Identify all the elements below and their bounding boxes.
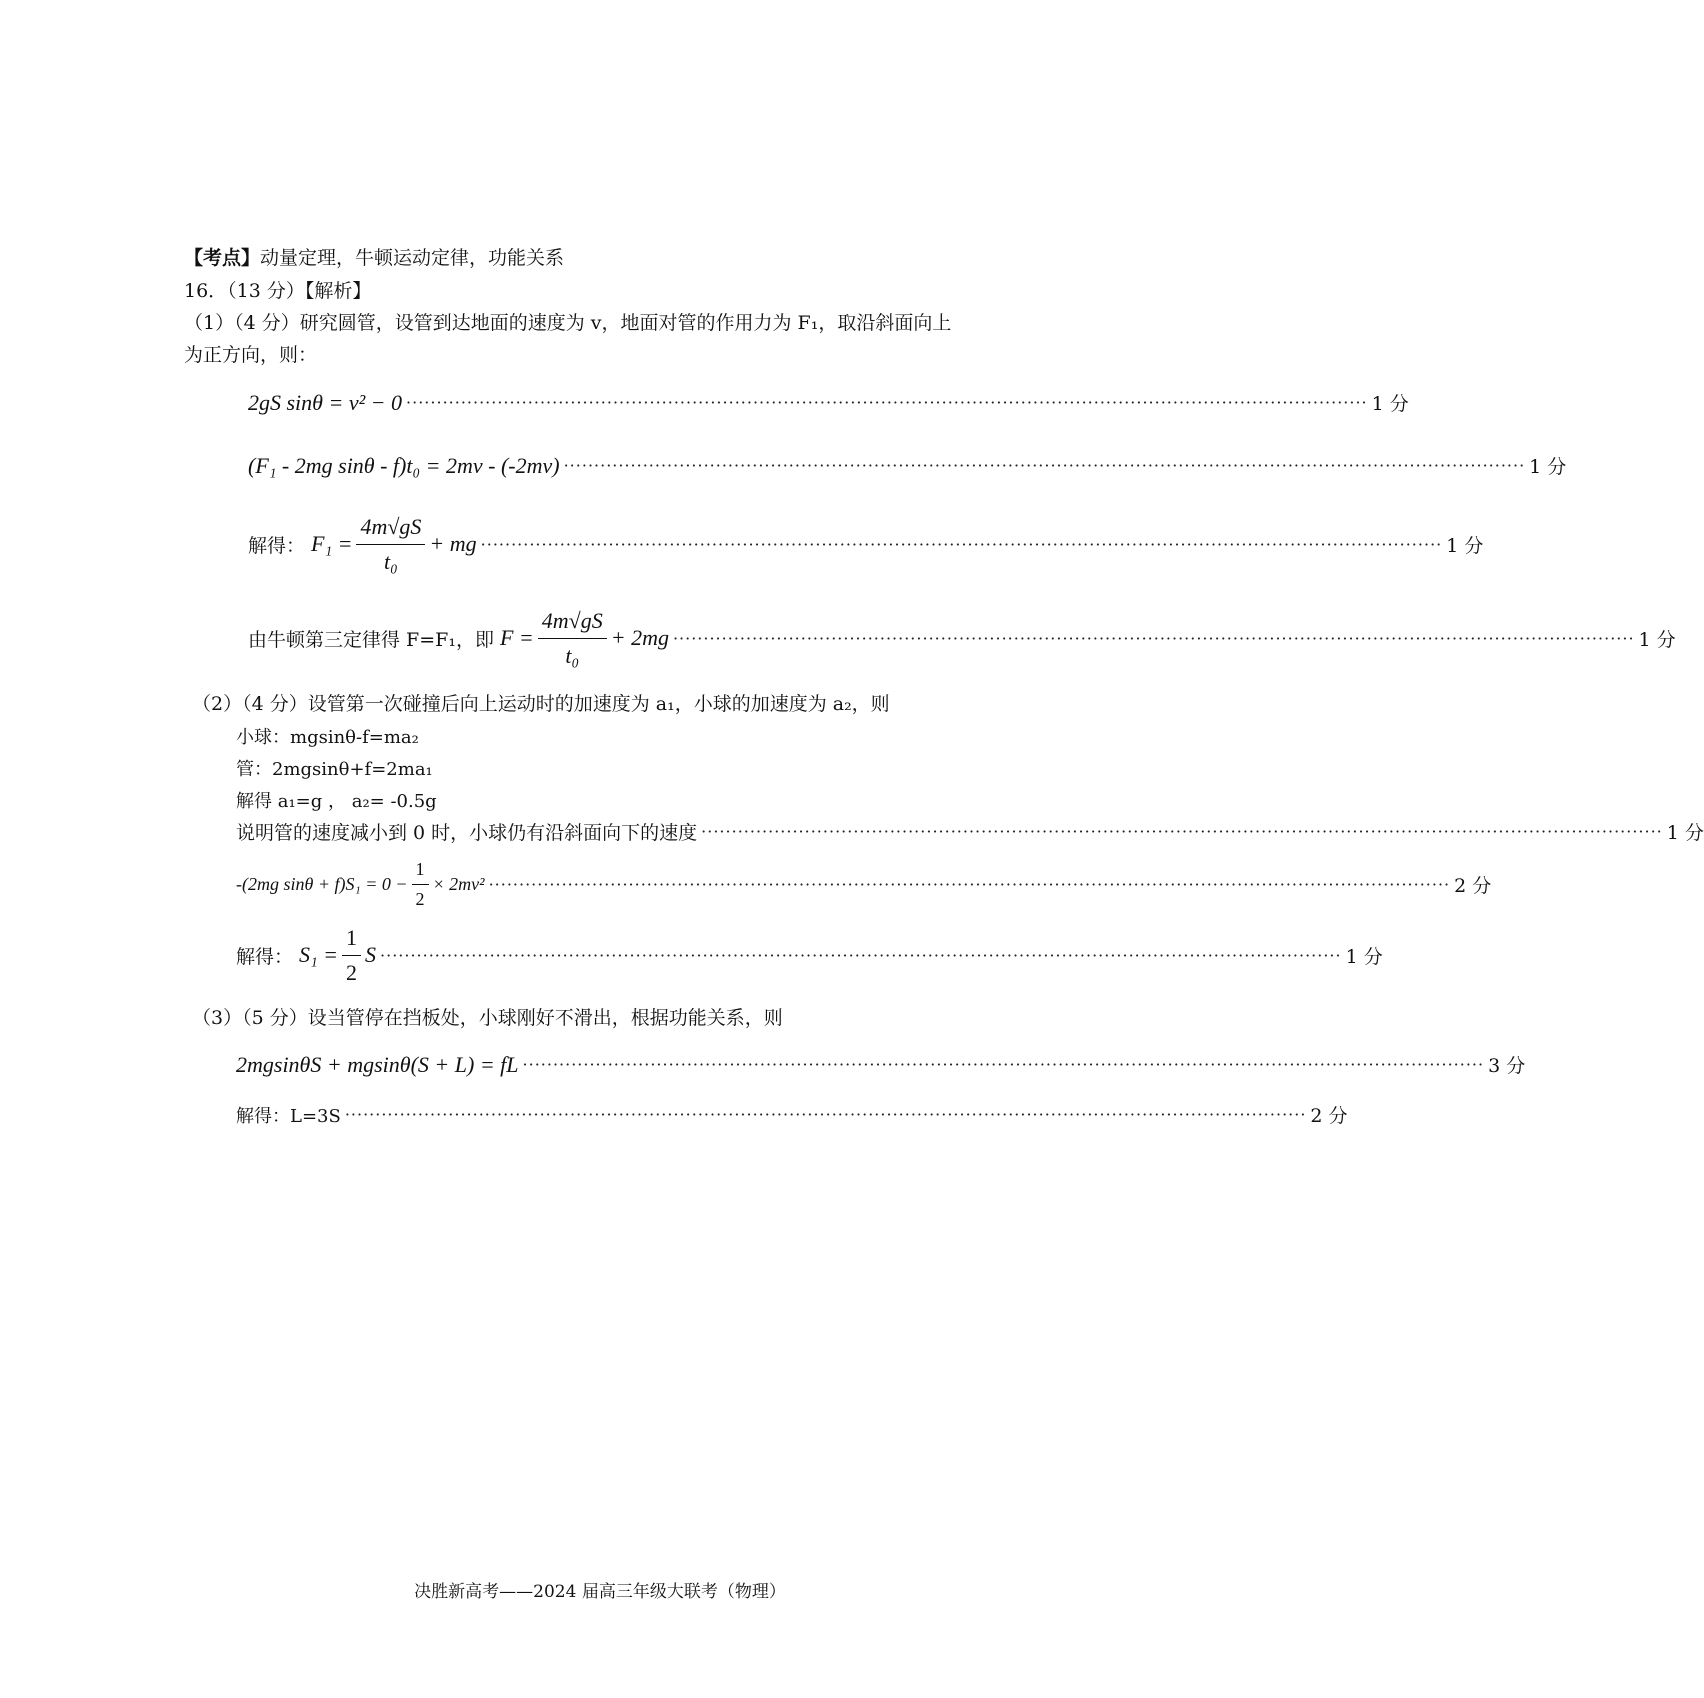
- leader-dots: ······························································································································································: [380, 945, 1342, 965]
- equation-8-score: 2 分: [1310, 1105, 1348, 1127]
- topic-line: [184, 249, 564, 268]
- topic-label: 【考点】: [184, 247, 261, 269]
- part1-intro-line1: （1）（4 分）研究圆管，设管到达地面的速度为 v，地面对管的作用力为 F₁，取沿斜面向上: [184, 312, 952, 334]
- part2-intro: （2）（4 分）设管第一次碰撞后向上运动时的加速度为 a₁，小球的加速度为 a₂，则: [192, 693, 890, 715]
- equation-5-left: -(2mg sinθ + f)S₁ = 0 −: [236, 873, 408, 894]
- equation-5-right: × 2mv²: [432, 873, 485, 894]
- equation-7-score: 3 分: [1488, 1055, 1526, 1077]
- equation-3-denominator: t₀: [384, 548, 398, 574]
- equation-5-fraction: [412, 859, 429, 910]
- leader-dots: ······························································································································································: [488, 874, 1451, 894]
- leader-dots: ······························································································································································: [672, 628, 1635, 648]
- equation-5-denominator: 2: [415, 888, 425, 909]
- equation-5-numerator: 1: [412, 859, 429, 885]
- part2-tube-equation: 管：2mgsinθ+f=2ma₁: [236, 759, 433, 780]
- equation-6-prefix: 解得：: [236, 945, 294, 968]
- equation-3-numerator: 4m√gS: [356, 514, 425, 545]
- leader-dots: ······························································································································································: [522, 1055, 1485, 1074]
- equation-4: [248, 604, 1676, 672]
- part2-explanation-score: 1 分: [1666, 822, 1704, 844]
- equation-5: [236, 852, 1492, 916]
- equation-4-prefix: 由牛顿第三定律得 F=F₁，即: [248, 628, 494, 651]
- equation-7: [236, 1051, 1526, 1078]
- part2-ball-equation: 小球：mgsinθ-f=ma₂: [236, 727, 419, 748]
- equation-3-lhs: F₁ =: [311, 531, 353, 556]
- equation-4-rest: + 2mg: [610, 625, 669, 650]
- equation-6-denominator: 2: [346, 959, 358, 985]
- part3-intro: （3）（5 分）设当管停在挡板处，小球刚好不滑出，根据功能关系，则: [192, 1007, 783, 1029]
- equation-6: [236, 922, 1383, 988]
- part2-explanation: [236, 818, 1704, 845]
- part2-explanation-text: 说明管的速度减小到 0 时，小球仍有沿斜面向下的速度: [236, 822, 698, 844]
- equation-5-score: 2 分: [1454, 874, 1492, 897]
- equation-6-score: 1 分: [1345, 945, 1383, 968]
- equation-4-numerator: 4m√gS: [538, 608, 607, 639]
- equation-4-score: 1 分: [1638, 628, 1676, 651]
- part1-intro-line2: 为正方向，则：: [184, 344, 318, 366]
- equation-1: [248, 389, 1409, 416]
- leader-dots: ······························································································································································: [701, 822, 1663, 841]
- equation-6-lhs: S₁ =: [299, 942, 339, 967]
- equation-8-expression: 解得：L=3S: [236, 1105, 341, 1127]
- question-16-title: 16．（13 分）【解析】: [184, 280, 372, 302]
- equation-3: [248, 510, 1484, 578]
- equation-2-expression: (F₁ - 2mg sinθ - f)t₀ = 2mv - (-2mv): [248, 452, 560, 478]
- equation-2: [248, 452, 1567, 479]
- leader-dots: ······························································································································································: [563, 456, 1526, 475]
- equation-4-fraction: [538, 608, 607, 669]
- equation-8: [236, 1101, 1348, 1128]
- equation-6-fraction: [342, 925, 361, 986]
- leader-dots: ······························································································································································: [480, 534, 1443, 554]
- equation-7-expression: 2mgsinθS + mgsinθ(S + L) = fL: [236, 1051, 519, 1077]
- equation-3-prefix: 解得：: [248, 534, 306, 557]
- equation-3-score: 1 分: [1446, 534, 1484, 557]
- equation-4-denominator: t₀: [565, 642, 580, 668]
- equation-2-score: 1 分: [1529, 456, 1567, 478]
- topic-text: 动量定理，牛顿运动定律，功能关系: [260, 247, 565, 269]
- page-footer: 决胜新高考——2024 届高三年级大联考（物理）: [414, 1582, 786, 1602]
- leader-dots: ······························································································································································: [344, 1105, 1307, 1124]
- leader-dots: ······························································································································································: [406, 393, 1368, 412]
- equation-3-rest: + mg: [429, 531, 477, 556]
- part2-solution: 解得 a₁=g ， a₂= -0.5g: [236, 791, 437, 812]
- equation-1-score: 1 分: [1371, 393, 1409, 415]
- equation-1-expression: 2gS sinθ = v² − 0: [248, 389, 403, 415]
- equation-4-lhs: F =: [499, 625, 534, 650]
- equation-6-rest: S: [365, 942, 377, 967]
- equation-3-fraction: [356, 514, 425, 575]
- equation-6-numerator: 1: [342, 925, 361, 956]
